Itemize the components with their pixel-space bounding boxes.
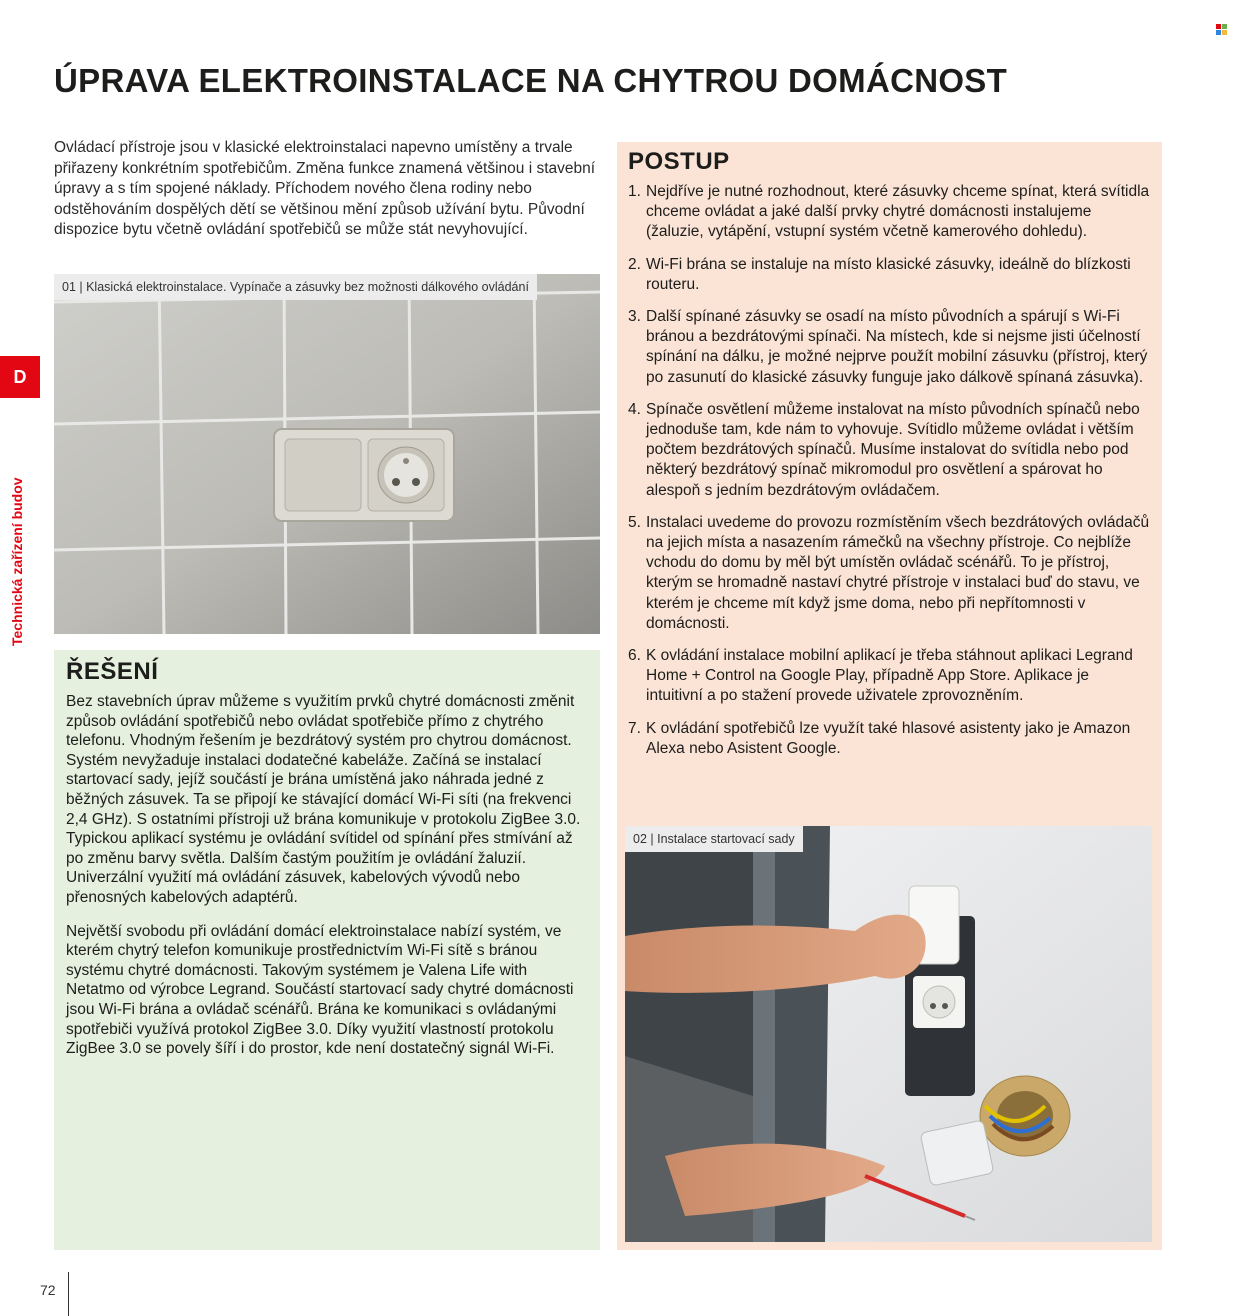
procedure-heading: POSTUP: [628, 148, 730, 175]
procedure-step: 4. Spínače osvětlení můžeme instalovat na místo původních spínačů nebo jednoduše tam, kde nám to vyhovuje. Svítidlo můžeme ovládat i větším počtem bezdrátových spínačů. Musíme instalovat do svítidla nebo pod některý bezdrátový spínač mikromodul pro osvětlení a spárovat ho alespoň s jedním bezdrátovým ovládačem.: [628, 400, 1140, 499]
intro-paragraph: Ovládací přístroje jsou v klasické elektroinstalaci napevno umístěny a trvale přiřazeny konkrétním spotřebičům. Změna funkce znamená většinou i stavební úpravy a s tím spojené náklady. Příchodem nového člena rodiny nebo odstěhováním dospělých dětí se většinou mění způsob užívání bytu. Původní dispozice bytu včetně ovládání spotřebičů se může stát nevyhovující.: [54, 139, 596, 238]
figure-1-caption: 01 | Klasická elektroinstalace. Vypínače a zásuvky bez možnosti dálkového ovládání: [54, 274, 537, 300]
procedure-steps: [628, 182, 1150, 759]
chapter-tab: D: [0, 356, 40, 398]
figure-2-caption: 02 | Instalace startovací sady: [625, 826, 803, 852]
procedure-step: 6. K ovládání instalace mobilní aplikací je třeba stáhnout aplikaci Legrand Home + Control na Google Play, případně App Store. Aplikace je intuitivní a po stažení provede uživatele zprovozněním.: [628, 647, 1133, 705]
procedure-step: 1. Nejdříve je nutné rozhodnout, které zásuvky chceme spínat, která svítidla chceme ovládat a jaké další prvky chytré domácnosti instalujeme (žaluzie, vytápění, vstupní systém včetně kamerového dohledu).: [628, 183, 1150, 241]
solution-paragraph: Bez stavebních úprav můžeme s využitím prvků chytré domácnosti změnit způsob ovládání spotřebičů nebo ovládat spotřebiče přímo z chytrého telefonu. Vhodným řešením je bezdrátový systém pro chytrou domácnost. Systém nevyžaduje instalaci dodatečné kabeláže. Začíná se instalací startovací sady, jejíž součástí je brána umístěná jako náhrada jedné z běžných zásuvek. Ta se připojí ke stávající domácí Wi-Fi síti (na frekvenci 2,4 GHz). S ostatními přístroji už brána komunikuje v protokolu ZigBee 3.0. Typickou aplikací systému je ovládání svítidel od spínání přes stmívání až po změnu barvy světla. Dalším častým použitím je ovládání žaluzií. Univerzální využití má ovládání zásuvek, kabelových vývodů nebo přenosných kabelových adaptérů.: [66, 693, 581, 906]
page-number: 72: [40, 1282, 56, 1298]
procedure-step: 7. K ovládání spotřebičů lze využít také hlasové asistenty jako je Amazon Alexa nebo Asistent Google.: [628, 719, 1131, 757]
solution-box: [54, 650, 600, 1250]
solution-heading: ŘEŠENÍ: [66, 658, 159, 685]
photo-installing-starter-kit: [625, 826, 1152, 1242]
solution-paragraph: Největší svobodu při ovládání domácí elektroinstalace nabízí systém, ve kterém chytrý telefon komunikuje prostřednictvím Wi-Fi sítě s bránou systému chytré domácnosti. Takovým systémem je Valena Life with Netatmo od výrobce Legrand. Součástí startovací sady chytré domácnosti jsou Wi-Fi brána a ovládač scénářů. Brána ke komunikaci s ovládanými spotřebiči využívá protokol ZigBee 3.0. Díky využití vlastností protokolu ZigBee 3.0 se povely šíří i do prostor, kde není dostatečný signál Wi-Fi.: [66, 922, 574, 1058]
procedure-step: 5. Instalaci uvedeme do provozu rozmístěním všech bezdrátových ovládačů na jejich místa a nasazením rámečků na všechny přístroje. Co nejblíže vchodu do domu by měl být umístěn ovládač scénářů. To je přístroj, kterým se hromadně nastaví chytré přístroje v instalaci buď do stavu, ve kterém je chceme mít když jsme doma, nebo při nepřítomnosti v domácnosti.: [628, 513, 1150, 632]
photo-classic-switch-socket: [54, 274, 600, 634]
brand-logo-icon: [1216, 24, 1228, 36]
procedure-step: 2. Wi-Fi brána se instaluje na místo klasické zásuvky, ideálně do blízkosti routeru.: [628, 255, 1131, 293]
chapter-label: Technická zařízení budov: [9, 477, 25, 646]
procedure-step: 3. Další spínané zásuvky se osadí na místo původních a spárují s Wi-Fi bránou a bezdrátovými spínači. Na místech, kde si nejsme jisti účelností spínání na dálku, je možné nejprve použít mobilní zásuvku (přístroj, který po zasunutí do klasické zásuvky funguje jako dálkově spínaná zásuvka).: [628, 308, 1148, 386]
page-divider: [68, 1272, 69, 1316]
page-title: ÚPRAVA ELEKTROINSTALACE NA CHYTROU DOMÁCNOST: [54, 62, 1008, 99]
